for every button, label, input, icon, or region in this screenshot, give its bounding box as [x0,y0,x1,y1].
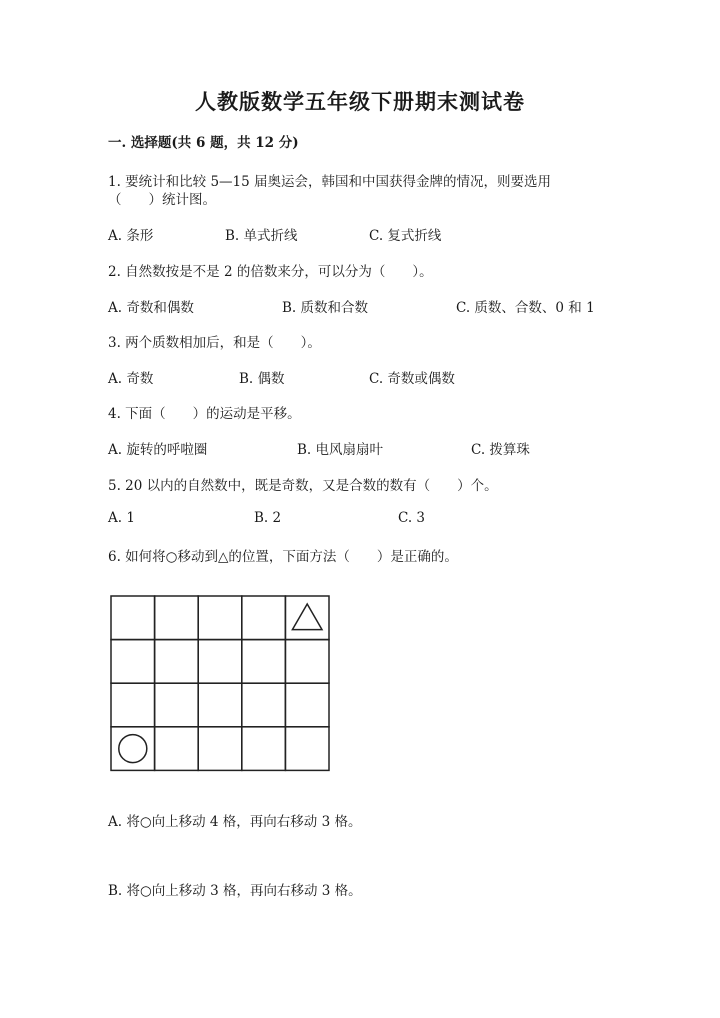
question-5-option-c[interactable]: C. 3 [398,510,426,526]
question-2-text: 2. 自然数按是不是 2 的倍数来分，可以分为（ ）。 [108,264,433,280]
page-title: 人教版数学五年级下册期末测试卷 [195,89,525,114]
grid-cell [198,596,242,640]
question-1-option-b[interactable]: B. 单式折线 [225,228,298,244]
grid-cell [198,727,242,771]
section-heading: 一. 选择题(共 6 题，共 12 分) [108,135,299,151]
question-5-option-a[interactable]: A. 1 [108,510,135,526]
question-1-option-c[interactable]: C. 复式折线 [369,228,442,244]
question-4-option-c[interactable]: C. 拨算珠 [471,442,530,458]
question-2-option-c[interactable]: C. 质数、合数、0 和 1 [456,300,595,316]
question-1-text: 1. 要统计和比较 5—15 届奥运会，韩国和中国获得金牌的情况，则要选用 [108,174,552,190]
grid-cell [155,596,199,640]
question-1-text-cont: （ ）统计图。 [108,192,216,208]
grid-cell [285,640,329,684]
question-6-text: 6. 如何将○移动到△的位置，下面方法（ ）是正确的。 [108,549,458,565]
grid-cell [111,727,155,771]
grid-cell [155,640,199,684]
grid-cell [111,640,155,684]
question-1-option-a[interactable]: A. 条形 [108,228,154,244]
grid-cell [198,683,242,727]
question-5-text: 5. 20 以内的自然数中，既是奇数，又是合数的数有（ ）个。 [108,478,498,494]
question-3-text: 3. 两个质数相加后，和是（ ）。 [108,335,321,351]
grid-cell [242,683,286,727]
grid-cell [242,596,286,640]
grid-cell [155,683,199,727]
triangle-shape [292,604,322,630]
question-4-option-a[interactable]: A. 旋转的呼啦圈 [108,442,208,458]
grid-cell [111,683,155,727]
question-6-option-b[interactable]: B. 将○向上移动 3 格，再向右移动 3 格。 [108,883,362,899]
grid-cell [242,727,286,771]
question-3-option-a[interactable]: A. 奇数 [108,371,154,387]
grid-cell [111,596,155,640]
grid-cell [285,727,329,771]
grid-figure [110,595,332,773]
question-2-option-a[interactable]: A. 奇数和偶数 [108,300,194,316]
grid-cell [242,640,286,684]
question-3-option-c[interactable]: C. 奇数或偶数 [369,371,455,387]
question-2-option-b[interactable]: B. 质数和合数 [282,300,369,316]
question-4-option-b[interactable]: B. 电风扇扇叶 [297,442,384,458]
question-3-option-b[interactable]: B. 偶数 [239,371,285,387]
grid-cell [285,683,329,727]
question-4-text: 4. 下面（ ）的运动是平移。 [108,406,301,422]
question-6-option-a[interactable]: A. 将○向上移动 4 格，再向右移动 3 格。 [108,814,362,830]
circle-shape [119,735,147,763]
question-5-option-b[interactable]: B. 2 [254,510,282,526]
grid-cell [198,640,242,684]
grid-cell [155,727,199,771]
